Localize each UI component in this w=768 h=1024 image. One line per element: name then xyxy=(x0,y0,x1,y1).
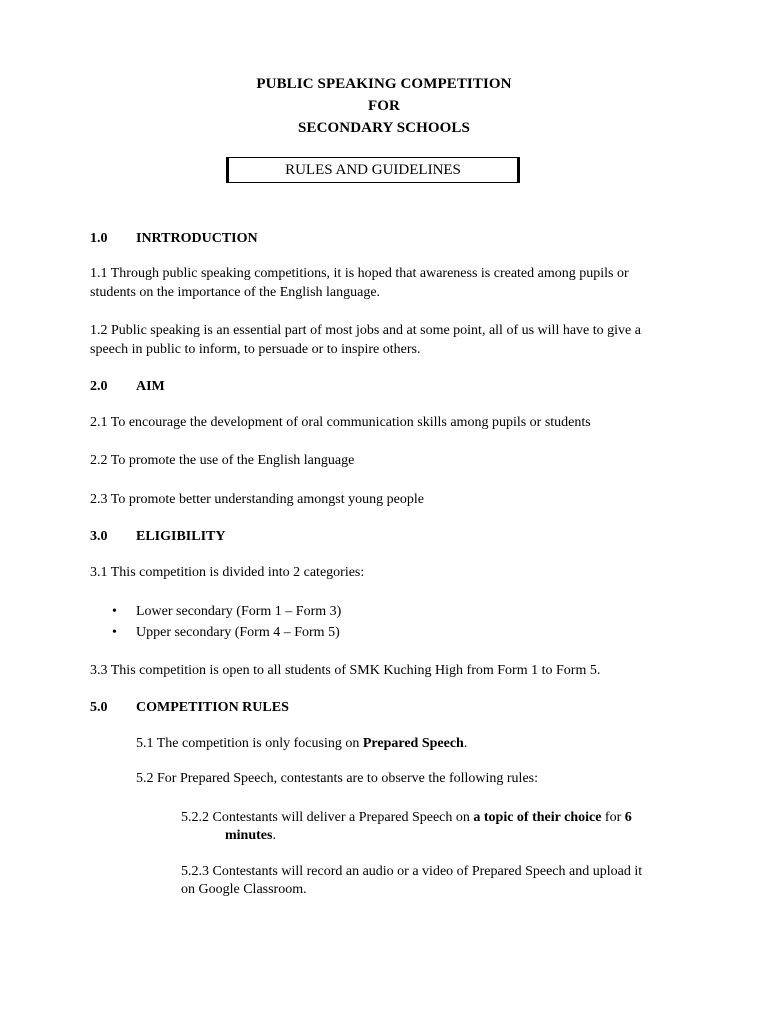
paragraph-2-3: 2.3 To promote better understanding amongst young people xyxy=(90,492,424,507)
rule-5-2: 5.2 For Prepared Speech, contestants are to observe the following rules: xyxy=(136,771,539,786)
title-line-3: SECONDARY SCHOOLS xyxy=(298,120,470,136)
rule-5-1-suffix: . xyxy=(463,736,468,751)
bullet-dot-1: • xyxy=(112,604,117,619)
rule-5-2-2-bold-topic: a topic of their choice xyxy=(473,810,602,825)
section-3-title: ELIGIBILITY xyxy=(136,529,226,544)
rules-guidelines-box xyxy=(226,157,520,183)
section-1-title: INRTRODUCTION xyxy=(136,231,258,246)
rule-5-2-3-line-1: 5.2.3 Contestants will record an audio or a video of Prepared Speech and upload it xyxy=(181,864,643,879)
rules-guidelines-label: RULES AND GUIDELINES xyxy=(285,162,461,178)
rule-5-2-2-line-2 xyxy=(225,826,276,845)
paragraph-2-1: 2.1 To encourage the development of oral communication skills among pupils or students xyxy=(90,415,591,430)
section-2-title: AIM xyxy=(136,379,165,394)
section-1-number: 1.0 xyxy=(90,231,108,246)
section-3-number: 3.0 xyxy=(90,529,108,544)
paragraph-1-1: 1.1 Through public speaking competitions, it is hoped that awareness is created among pupils or students on the importance of the English language. xyxy=(90,266,629,300)
section-5-number: 5.0 xyxy=(90,700,108,715)
rule-5-2-2-bold-six: 6 xyxy=(624,810,632,825)
rule-5-2-2-line-1 xyxy=(181,808,632,827)
paragraph-1-2: 1.2 Public speaking is an essential part of most jobs and at some point, all of us will have to give a speech in public to inform, to persuade or to inspire others. xyxy=(90,323,641,357)
paragraph-2-2: 2.2 To promote the use of the English language xyxy=(90,453,355,468)
rule-5-2-2-bold-minutes: minutes xyxy=(225,828,273,843)
rule-5-1-bold: Prepared Speech xyxy=(362,736,464,751)
title-line-2: FOR xyxy=(368,98,400,114)
section-2-number: 2.0 xyxy=(90,379,108,394)
bullet-item-upper-secondary: Upper secondary (Form 4 – Form 5) xyxy=(136,625,340,640)
rule-5-2-2-text: 5.2.2 Contestants will deliver a Prepared Speech on xyxy=(181,810,474,825)
section-5-title: COMPETITION RULES xyxy=(136,700,289,715)
rule-5-1 xyxy=(136,734,467,753)
rule-5-2-3-line-2: on Google Classroom. xyxy=(181,882,307,897)
bullet-item-lower-secondary: Lower secondary (Form 1 – Form 3) xyxy=(136,604,342,619)
paragraph-3-1: 3.1 This competition is divided into 2 categories: xyxy=(90,565,365,580)
rule-5-2-2-period: . xyxy=(272,828,276,843)
rule-5-2-2-for: for xyxy=(601,810,625,825)
title-line-1: PUBLIC SPEAKING COMPETITION xyxy=(256,76,512,92)
paragraph-3-3: 3.3 This competition is open to all students of SMK Kuching High from Form 1 to Form 5. xyxy=(90,663,601,678)
bullet-dot-2: • xyxy=(112,625,117,640)
rule-5-1-text: 5.1 The competition is only focusing on xyxy=(136,736,363,751)
